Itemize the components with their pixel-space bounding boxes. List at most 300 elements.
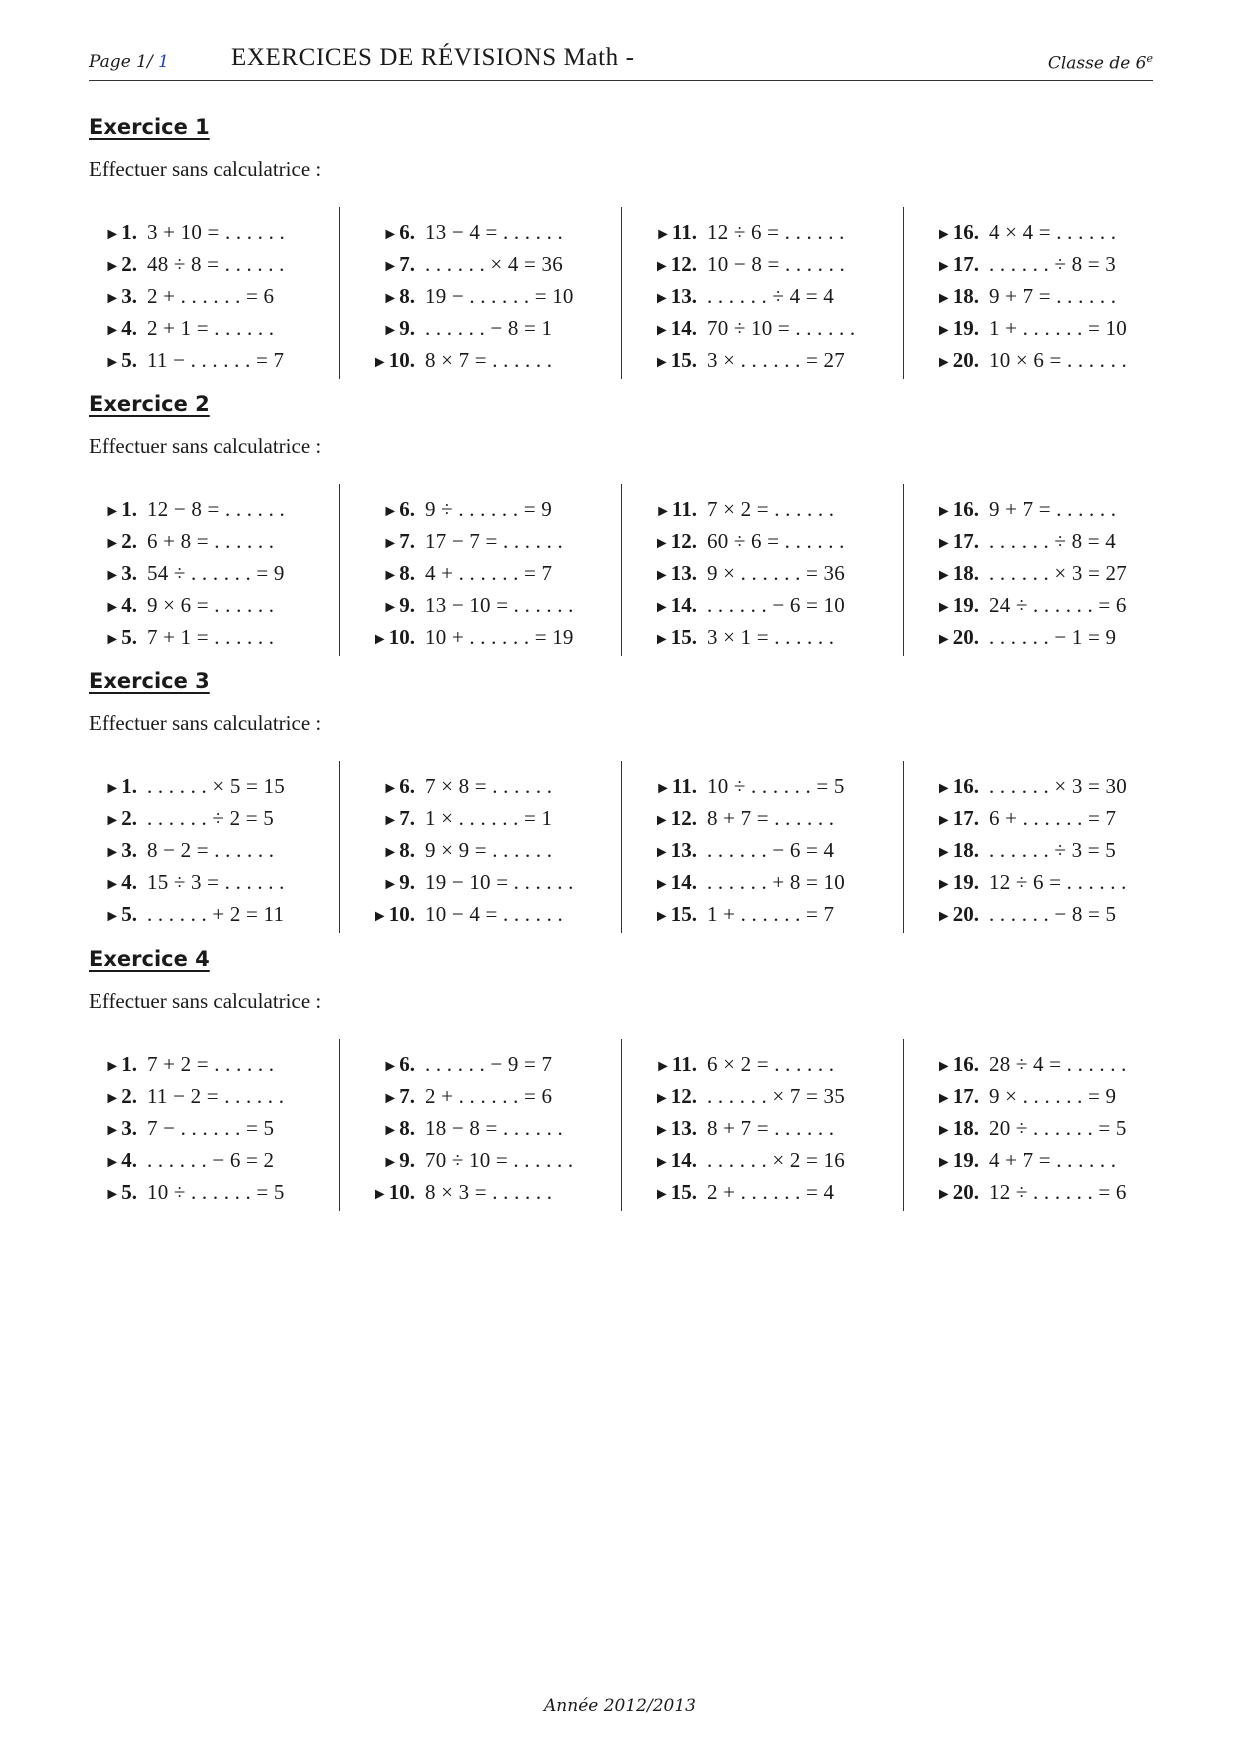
item-number-label: 19. [952,1148,979,1172]
item-expression: 9 × 9 = . . . . . . [425,838,553,862]
exercise-column [903,484,1153,656]
item-number-label: 10. [388,902,415,926]
item-number-label: 10. [388,625,415,649]
item-number-label: 6. [399,774,415,798]
exercise-item [97,524,274,558]
bullet-arrow-icon: ► [104,503,121,520]
item-expression: 8 − 2 = . . . . . . [147,838,275,862]
bullet-arrow-icon: ► [935,844,952,861]
item-number-label: 16. [952,774,979,798]
bullet-arrow-icon: ► [382,780,399,797]
item-number-label: 1. [121,220,137,244]
item-number-label: 14. [670,316,697,340]
exercise-item [365,492,552,526]
bullet-arrow-icon: ► [935,812,952,829]
bullet-arrow-icon: ► [104,1154,121,1171]
item-number [647,897,697,934]
exercise-item [97,1047,274,1081]
bullet-arrow-icon: ► [935,535,952,552]
item-expression: . . . . . . ÷ 8 = 4 [989,529,1116,553]
exercise-item [647,865,845,899]
item-expression: . . . . . . − 6 = 4 [707,838,835,862]
bullet-arrow-icon: ► [653,599,670,616]
item-expression: 3 + 10 = . . . . . . [147,220,285,244]
exercise-item [97,343,284,377]
item-expression: . . . . . . + 8 = 10 [707,870,845,894]
item-expression: 7 − . . . . . . = 5 [147,1116,275,1140]
exercise-item [647,247,845,281]
exercise-column [339,761,621,933]
bullet-arrow-icon: ► [655,226,671,243]
item-number-label: 17. [952,252,979,276]
bullet-arrow-icon: ► [655,1058,671,1075]
item-expression: 15 ÷ 3 = . . . . . . [147,870,285,894]
item-number-label: 9. [399,316,415,340]
item-number-label: 3. [121,1116,137,1140]
item-expression: 10 − 4 = . . . . . . [425,902,563,926]
item-number [929,1175,979,1212]
item-expression: 18 − 8 = . . . . . . [425,1116,563,1140]
exercise-item [365,343,552,377]
item-number [97,1175,137,1212]
bullet-arrow-icon: ► [104,812,121,829]
item-expression: 9 + 7 = . . . . . . [989,284,1117,308]
item-expression: 9 × 6 = . . . . . . [147,593,275,617]
exercise-item [647,1175,834,1209]
exercise-item [929,556,1127,590]
item-expression: 12 ÷ 6 = . . . . . . [989,870,1127,894]
item-expression: . . . . . . − 6 = 10 [707,593,845,617]
bullet-arrow-icon: ► [655,503,671,520]
item-number-label: 1. [121,774,137,798]
item-number-label: 11. [671,774,697,798]
exercise-item [647,279,834,313]
item-expression: 9 + 7 = . . . . . . [989,497,1117,521]
bullet-arrow-icon: ► [371,354,388,371]
item-number-label: 15. [670,902,697,926]
item-number-label: 13. [670,838,697,862]
item-expression: 24 ÷ . . . . . . = 6 [989,593,1127,617]
bullet-arrow-icon: ► [935,1154,952,1171]
exercise-item [365,801,552,835]
exercise-item [647,1111,834,1145]
item-expression: 9 × . . . . . . = 9 [989,1084,1117,1108]
exercise-item [647,492,834,526]
exercise-item [929,492,1116,526]
exercise-item [647,769,845,803]
exercise-item [929,1175,1127,1209]
item-expression: 10 × 6 = . . . . . . [989,348,1127,372]
item-expression: . . . . . . − 6 = 2 [147,1148,275,1172]
item-expression: 12 ÷ 6 = . . . . . . [707,220,845,244]
exercise-item [365,865,574,899]
item-expression: 60 ÷ 6 = . . . . . . [707,529,845,553]
exercise-column [89,761,339,933]
item-expression: . . . . . . × 7 = 35 [707,1084,845,1108]
bullet-arrow-icon: ► [935,599,952,616]
bullet-arrow-icon: ► [935,567,952,584]
item-expression: 7 + 2 = . . . . . . [147,1052,275,1076]
exercise-item [365,620,574,654]
bullet-arrow-icon: ► [104,876,121,893]
item-number-label: 12. [670,806,697,830]
item-number-label: 4. [121,593,137,617]
bullet-arrow-icon: ► [104,567,121,584]
bullet-arrow-icon: ► [104,1090,121,1107]
item-number-label: 11. [671,497,697,521]
bullet-arrow-icon: ► [382,226,399,243]
item-expression: 7 × 2 = . . . . . . [707,497,835,521]
exercise-column [621,761,903,933]
item-number-label: 13. [670,561,697,585]
item-number-label: 7. [399,806,415,830]
bullet-arrow-icon: ► [104,1058,121,1075]
exercise-item [97,801,274,835]
item-number-label: 11. [671,220,697,244]
bullet-arrow-icon: ► [935,226,952,243]
bullet-arrow-icon: ► [653,1090,670,1107]
item-expression: 8 + 7 = . . . . . . [707,1116,835,1140]
exercise-column [903,1039,1153,1211]
exercise-item [929,524,1116,558]
exercise-item [97,247,285,281]
exercise-grid [89,207,1153,379]
bullet-arrow-icon: ► [653,876,670,893]
exercise-item [365,247,563,281]
item-number-label: 4. [121,1148,137,1172]
item-number-label: 5. [121,348,137,372]
item-expression: 10 ÷ . . . . . . = 5 [147,1180,285,1204]
class-label-text: Classe de 6 [1047,53,1147,74]
item-number-label: 9. [399,1148,415,1172]
exercise-item [97,865,285,899]
exercise-item [929,1047,1127,1081]
exercise-item [929,215,1116,249]
item-number [365,897,415,934]
item-expression: 70 ÷ 10 = . . . . . . [707,316,856,340]
exercise-column [339,1039,621,1211]
bullet-arrow-icon: ► [653,1154,670,1171]
item-expression: 13 − 10 = . . . . . . [425,593,574,617]
item-expression: 17 − 7 = . . . . . . [425,529,563,553]
bullet-arrow-icon: ► [935,290,952,307]
bullet-arrow-icon: ► [653,1186,670,1203]
page-footer: Année 2012/2013 [544,1696,696,1716]
item-number-label: 7. [399,252,415,276]
bullet-arrow-icon: ► [382,567,399,584]
item-number-label: 20. [952,1180,979,1204]
item-number-label: 9. [399,593,415,617]
exercise-item [647,556,845,590]
item-number-label: 12. [670,1084,697,1108]
item-number-label: 7. [399,1084,415,1108]
bullet-arrow-icon: ► [104,780,121,797]
item-expression: . . . . . . × 3 = 27 [989,561,1127,585]
exercise-item [97,1143,274,1177]
item-number-label: 17. [952,529,979,553]
class-label [1048,52,1153,74]
item-expression: 2 + . . . . . . = 6 [147,284,275,308]
bullet-arrow-icon: ► [382,1090,399,1107]
exercise-item [929,620,1116,654]
item-number-label: 19. [952,593,979,617]
bullet-arrow-icon: ► [104,844,121,861]
item-number-label: 18. [952,284,979,308]
item-expression: . . . . . . ÷ 8 = 3 [989,252,1116,276]
bullet-arrow-icon: ► [382,1122,399,1139]
item-number-label: 1. [121,497,137,521]
item-number-label: 4. [121,316,137,340]
page-label: Page 1/ [89,52,153,72]
class-label-sup: e [1146,52,1153,65]
item-number-label: 20. [952,348,979,372]
item-number-label: 18. [952,1116,979,1140]
exercise-item [647,1143,845,1177]
bullet-arrow-icon: ► [104,535,121,552]
item-expression: 19 − . . . . . . = 10 [425,284,574,308]
item-expression: 4 + . . . . . . = 7 [425,561,553,585]
item-expression: 4 × 4 = . . . . . . [989,220,1117,244]
item-number-label: 5. [121,625,137,649]
bullet-arrow-icon: ► [382,322,399,339]
exercise-item [97,1175,285,1209]
item-expression: 3 × . . . . . . = 27 [707,348,845,372]
item-expression: 12 ÷ . . . . . . = 6 [989,1180,1127,1204]
bullet-arrow-icon: ► [382,535,399,552]
item-number-label: 10. [388,1180,415,1204]
bullet-arrow-icon: ► [653,631,670,648]
bullet-arrow-icon: ► [371,1186,388,1203]
item-number-label: 6. [399,497,415,521]
item-number-label: 3. [121,561,137,585]
exercise-item [365,1143,573,1177]
exercise-item [97,279,274,313]
bullet-arrow-icon: ► [935,876,952,893]
bullet-arrow-icon: ► [653,535,670,552]
item-number-label: 2. [121,1084,137,1108]
bullet-arrow-icon: ► [935,1058,952,1075]
exercise-grid [89,1039,1153,1211]
item-expression: 48 ÷ 8 = . . . . . . [147,252,285,276]
bullet-arrow-icon: ► [653,1122,670,1139]
item-expression: 19 − 10 = . . . . . . [425,870,574,894]
item-expression: . . . . . . × 5 = 15 [147,774,285,798]
item-expression: 6 + 8 = . . . . . . [147,529,275,553]
item-expression: 9 ÷ . . . . . . = 9 [425,497,552,521]
bullet-arrow-icon: ► [935,908,952,925]
item-number-label: 17. [952,1084,979,1108]
item-number-label: 15. [670,625,697,649]
item-expression: 10 + . . . . . . = 19 [425,625,574,649]
exercise-item [929,343,1127,377]
bullet-arrow-icon: ► [371,908,388,925]
item-expression: 11 − . . . . . . = 7 [147,348,285,372]
item-expression: . . . . . . ÷ 2 = 5 [147,806,274,830]
exercise-column [89,207,339,379]
item-number [97,343,137,380]
bullet-arrow-icon: ► [382,258,399,275]
exercise-item [647,215,845,249]
exercise-column [621,1039,903,1211]
exercise-item [97,769,285,803]
exercise-item [647,343,845,377]
item-expression: 2 + 1 = . . . . . . [147,316,275,340]
bullet-arrow-icon: ► [935,354,952,371]
item-number-label: 8. [399,1116,415,1140]
item-expression: 10 ÷ . . . . . . = 5 [707,774,845,798]
item-expression: 2 + . . . . . . = 6 [425,1084,553,1108]
item-number-label: 15. [670,1180,697,1204]
exercise-grid [89,761,1153,933]
item-expression: 28 ÷ 4 = . . . . . . [989,1052,1127,1076]
bullet-arrow-icon: ► [653,258,670,275]
item-expression: 4 + 7 = . . . . . . [989,1148,1117,1172]
bullet-arrow-icon: ► [104,354,121,371]
bullet-arrow-icon: ► [653,322,670,339]
item-expression: . . . . . . × 4 = 36 [425,252,563,276]
exercise-item [97,556,285,590]
item-number [97,897,137,934]
exercise-item [929,1079,1116,1113]
item-expression: . . . . . . × 2 = 16 [707,1148,845,1172]
item-number [929,620,979,657]
exercise-item [647,1079,845,1113]
exercise-item [97,1111,274,1145]
bullet-arrow-icon: ► [104,1122,121,1139]
item-number-label: 14. [670,870,697,894]
item-number [647,343,697,380]
exercise-item [365,311,552,345]
item-number-label: 20. [952,625,979,649]
item-expression: . . . . . . − 8 = 5 [989,902,1117,926]
bullet-arrow-icon: ► [935,322,952,339]
item-number-label: 18. [952,561,979,585]
exercise-column [621,207,903,379]
item-number-label: 3. [121,838,137,862]
item-number [647,620,697,657]
item-number-label: 16. [952,1052,979,1076]
exercise-item [97,492,285,526]
page-total-link[interactable]: 1 [158,52,169,72]
exercise-column [903,761,1153,933]
bullet-arrow-icon: ► [653,908,670,925]
exercise-item [647,524,845,558]
item-number-label: 14. [670,1148,697,1172]
item-expression: . . . . . . − 8 = 1 [425,316,553,340]
item-expression: . . . . . . + 2 = 11 [147,902,285,926]
item-number-label: 4. [121,870,137,894]
exercise-title: Exercice 2 [89,392,210,416]
bullet-arrow-icon: ► [382,1058,399,1075]
item-number-label: 6. [399,1052,415,1076]
exercise-item [929,897,1116,931]
exercise-instruction: Effectuer sans calculatrice : [89,989,322,1013]
item-expression: 8 × 7 = . . . . . . [425,348,553,372]
item-expression: 1 × . . . . . . = 1 [425,806,553,830]
item-expression: . . . . . . ÷ 3 = 5 [989,838,1116,862]
exercise-item [647,833,834,867]
exercise-title: Exercice 3 [89,669,210,693]
item-expression: . . . . . . − 9 = 7 [425,1052,553,1076]
item-expression: . . . . . . − 1 = 9 [989,625,1117,649]
exercise-item [647,620,834,654]
item-expression: 13 − 4 = . . . . . . [425,220,563,244]
page-header [89,44,1153,81]
exercise-item [929,247,1116,281]
bullet-arrow-icon: ► [104,908,121,925]
document-title: EXERCICES DE RÉVISIONS Math - [231,44,635,71]
bullet-arrow-icon: ► [382,503,399,520]
exercise-item [929,1111,1127,1145]
exercise-title: Exercice 4 [89,947,210,971]
item-number-label: 16. [952,497,979,521]
bullet-arrow-icon: ► [935,503,952,520]
exercise-column [89,484,339,656]
item-expression: 54 ÷ . . . . . . = 9 [147,561,285,585]
exercise-item [929,279,1116,313]
bullet-arrow-icon: ► [653,812,670,829]
bullet-arrow-icon: ► [935,631,952,648]
exercise-instruction: Effectuer sans calculatrice : [89,157,322,181]
item-expression: 8 + 7 = . . . . . . [707,806,835,830]
exercise-title: Exercice 1 [89,115,210,139]
item-number-label: 17. [952,806,979,830]
item-number-label: 8. [399,561,415,585]
bullet-arrow-icon: ► [935,1122,952,1139]
bullet-arrow-icon: ► [104,1186,121,1203]
exercise-column [339,207,621,379]
exercise-item [365,524,563,558]
exercise-item [365,215,563,249]
item-expression: . . . . . . × 3 = 30 [989,774,1127,798]
item-number-label: 19. [952,870,979,894]
bullet-arrow-icon: ► [382,876,399,893]
exercise-item [647,897,834,931]
item-expression: 2 + . . . . . . = 4 [707,1180,835,1204]
item-expression: 7 × 8 = . . . . . . [425,774,553,798]
item-number-label: 9. [399,870,415,894]
item-number [365,620,415,657]
bullet-arrow-icon: ► [655,780,671,797]
item-number-label: 5. [121,902,137,926]
exercise-item [97,1079,284,1113]
item-expression: 11 − 2 = . . . . . . [147,1084,285,1108]
exercise-item [929,588,1127,622]
exercise-column [339,484,621,656]
item-number [929,897,979,934]
exercise-instruction: Effectuer sans calculatrice : [89,711,322,735]
bullet-arrow-icon: ► [371,631,388,648]
exercise-item [647,801,834,835]
item-expression: 8 × 3 = . . . . . . [425,1180,553,1204]
item-number-label: 20. [952,902,979,926]
item-number-label: 14. [670,593,697,617]
bullet-arrow-icon: ► [104,290,121,307]
exercise-item [365,897,563,931]
item-number-label: 13. [670,284,697,308]
exercise-item [365,1111,563,1145]
item-expression: 20 ÷ . . . . . . = 5 [989,1116,1127,1140]
item-number-label: 11. [671,1052,697,1076]
item-expression: 3 × 1 = . . . . . . [707,625,835,649]
item-number-label: 3. [121,284,137,308]
item-number [365,343,415,380]
item-number [365,1175,415,1212]
exercise-item [929,865,1127,899]
exercise-item [929,769,1127,803]
exercise-item [97,215,285,249]
item-expression: . . . . . . ÷ 4 = 4 [707,284,834,308]
